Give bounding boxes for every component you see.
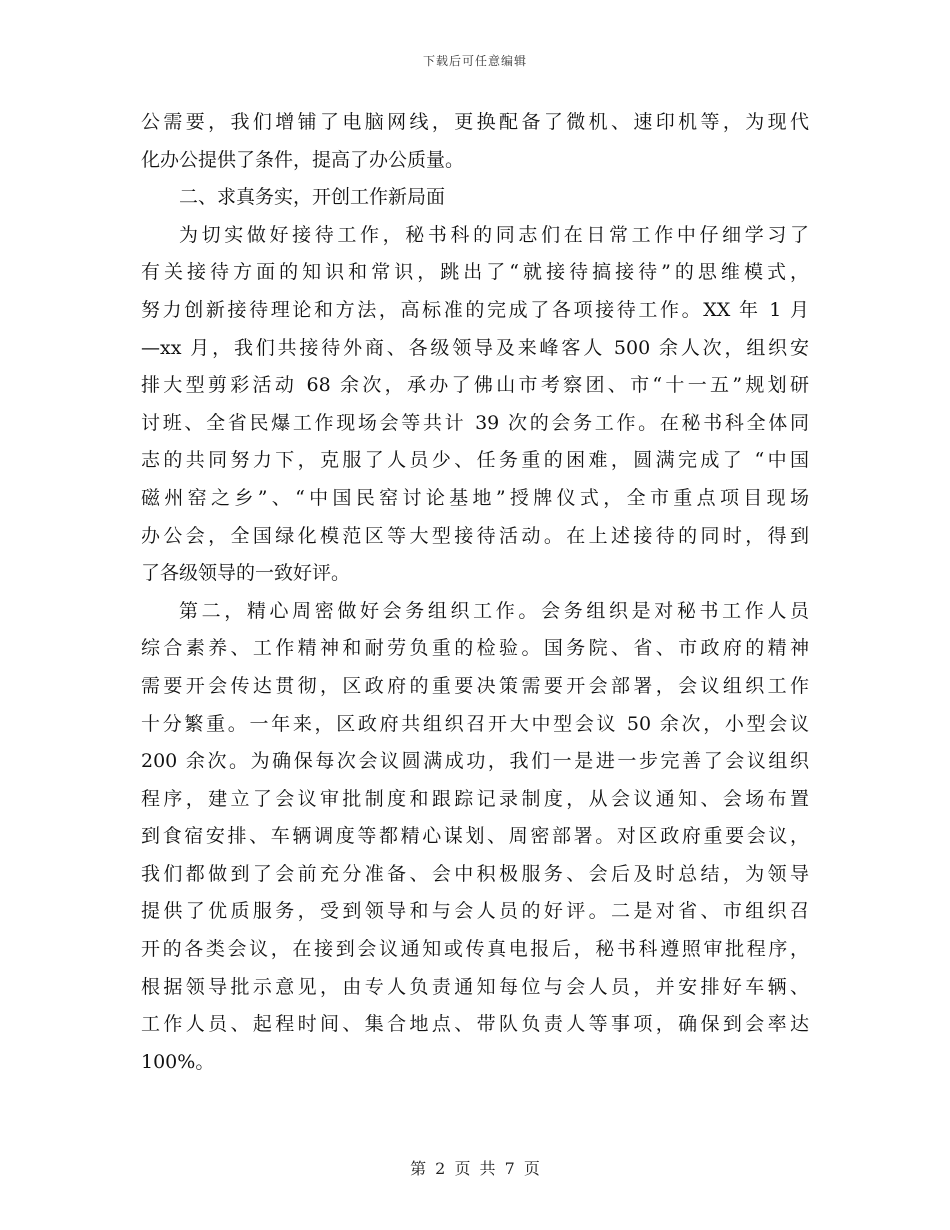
text-line: 到食宿安排、车辆调度等都精心谋划、周密部署。对区政府重要会议， [141,825,809,848]
text-line: 十分繁重。一年来，区政府共组织召开大中型会议 50 余次，小型会议 [141,712,809,735]
text-line: —xx 月，我们共接待外商、各级领导及来峰客人 500 余人次，组织安 [141,336,809,359]
text-line: 排大型剪彩活动 68 余次，承办了佛山市考察团、市“十一五”规划研 [141,374,809,397]
text-line: 综合素养、工作精神和耐劳负重的检验。国务院、省、市政府的精神 [141,637,809,660]
text-line: 提供了优质服务，受到领导和与会人员的好评。二是对省、市组织召 [141,900,809,923]
text-line: 磁州窑之乡”、“中国民窑讨论基地”授牌仪式，全市重点项目现场 [141,486,809,509]
text-line: 开的各类会议，在接到会议通知或传真电报后，秘书科遵照审批程序， [141,938,809,961]
text-line: 了各级领导的一致好评。 [141,562,351,585]
text-line: 努力创新接待理论和方法，高标准的完成了各项接待工作。XX 年 1 月 [141,298,809,321]
text-line: 为切实做好接待工作，秘书科的同志们在日常工作中仔细学习了 [179,223,809,246]
text-line: 根据领导批示意见，由专人负责通知每位与会人员，并安排好车辆、 [141,975,809,998]
text-line: 讨班、全省民爆工作现场会等共计 39 次的会务工作。在秘书科全体同 [141,411,809,434]
document-body [141,104,809,1081]
page-footer: 第 2 页 共 7 页 [410,1159,540,1178]
text-line: 志的共同努力下，克服了人员少、任务重的困难，圆满完成了 “中国 [141,449,809,472]
text-line: 二、求真务实，开创工作新局面 [179,186,446,209]
text-line: 办公会，全国绿化模范区等大型接待活动。在上述接待的同时，得到 [141,524,809,547]
text-line: 200 余次。为确保每次会议圆满成功，我们一是进一步完善了会议组织 [141,750,809,773]
text-line: 程序，建立了会议审批制度和跟踪记录制度，从会议通知、会场布置 [141,787,809,810]
page-header: 下载后可任意编辑 [422,54,527,68]
text-line: 化办公提供了条件，提高了办公质量。 [141,148,465,171]
text-line: 需要开会传达贯彻，区政府的重要决策需要开会部署，会议组织工作 [141,674,809,697]
text-line: 公需要，我们增铺了电脑网线，更换配备了微机、速印机等，为现代 [141,111,809,133]
text-line: 有关接待方面的知识和常识，跳出了“就接待搞接待”的思维模式， [141,261,809,284]
text-line: 工作人员、起程时间、集合地点、带队负责人等事项，确保到会率达 [141,1013,809,1036]
text-line: 第二，精心周密做好会务组织工作。会务组织是对秘书工作人员 [179,599,809,622]
text-line: 100%。 [141,1050,215,1073]
text-line: 我们都做到了会前充分准备、会中积极服务、会后及时总结，为领导 [141,862,809,885]
